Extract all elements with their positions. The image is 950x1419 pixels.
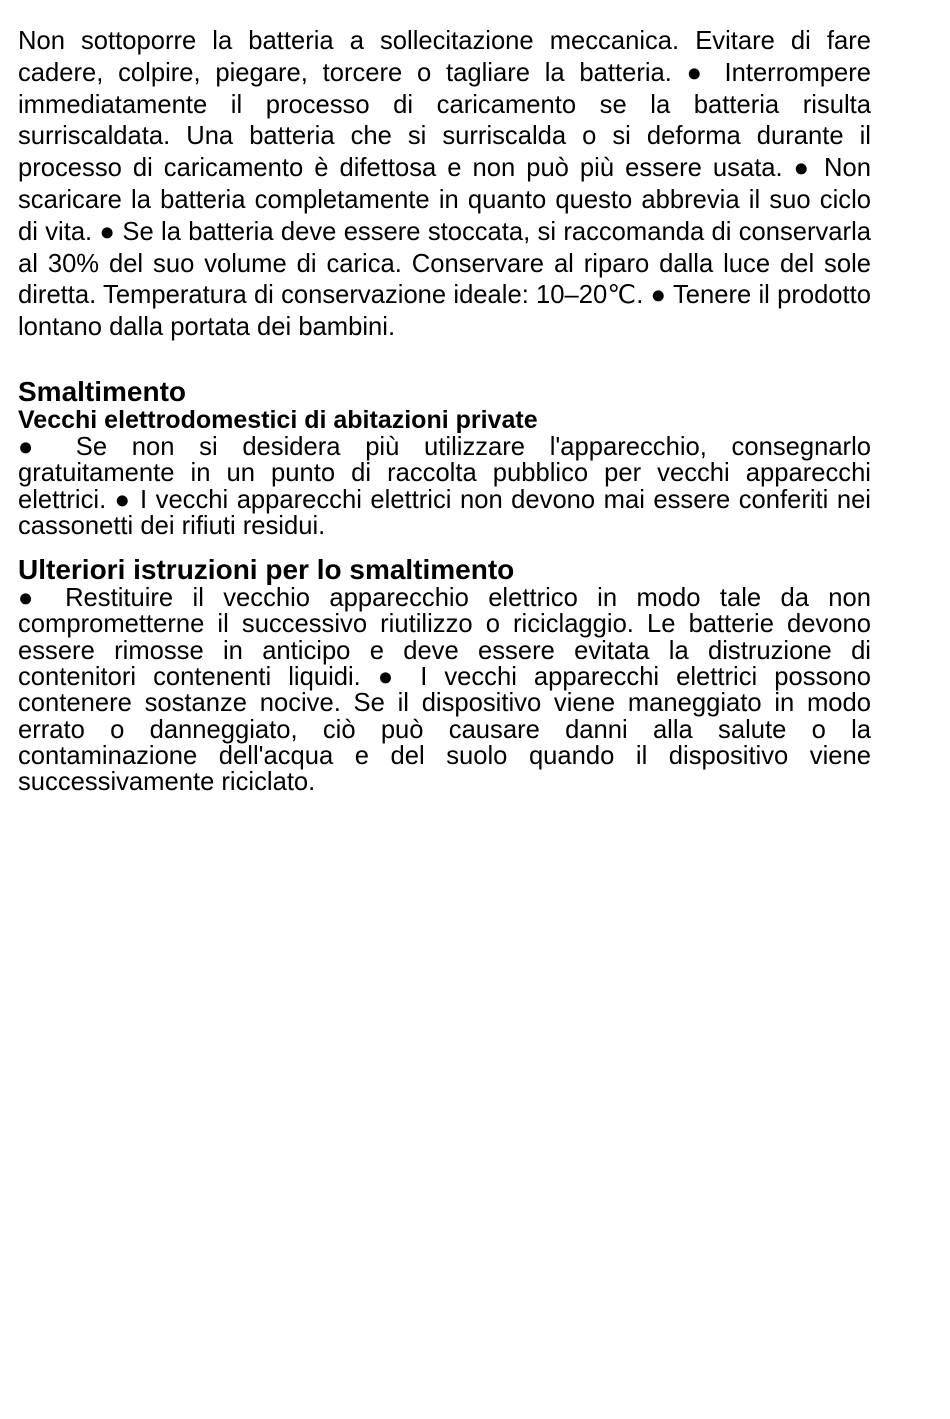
- private-households-subheading: Vecchi elettrodomestici di abitazioni private: [18, 405, 538, 434]
- document-page: [18, 26, 871, 796]
- further-disposal-paragraph: ● Restituire il vecchio apparecchio elettrico in modo tale da non comprometterne il successivo riutilizzo o riciclaggio. Le batterie devono essere rimosse in anticipo e deve essere evitata la distruzione di contenitori contenenti liquidi. ● I vecchi apparecchi elettrici possono contenere sostanze nocive. Se il dispositivo viene maneggiato in modo errato o danneggiato, ciò può causare danni alla salute o la contaminazione dell'acqua e del suolo quando il dispositivo viene successivamente riciclato.: [18, 584, 871, 797]
- further-disposal-heading: Ulteriori istruzioni per lo smaltimento: [18, 554, 515, 586]
- disposal-paragraph: ● Se non si desidera più utilizzare l'apparecchio, consegnarlo gratuitamente in un punto di raccolta pubblico per vecchi apparecchi elettrici. ● I vecchi apparecchi elettrici non devono mai essere conferiti nei cassonetti dei rifiuti residui.: [18, 432, 871, 540]
- disposal-heading: Smaltimento: [18, 375, 187, 407]
- battery-safety-paragraph: Non sottoporre la batteria a sollecitazione meccanica. Evitare di fare cadere, colpire, piegare, torcere o tagliare la batteria. ● Interrompere immediatamente il processo di caricamento se la batteria risulta surriscaldata. Una batteria che si surriscalda o si deforma durante il processo di caricamento è difettosa e non può più essere usata. ● Non scaricare la batteria completamente in quanto questo abbrevia il suo ciclo di vita. ● Se la batteria deve essere stoccata, si raccomanda di conservarla al 30% del suo volume di carica. Conservare al riparo dalla luce del sole diretta. Temperatura di conservazione ideale: 10–20℃. ● Tenere il prodotto lontano dalla portata dei bambini.: [18, 27, 871, 342]
